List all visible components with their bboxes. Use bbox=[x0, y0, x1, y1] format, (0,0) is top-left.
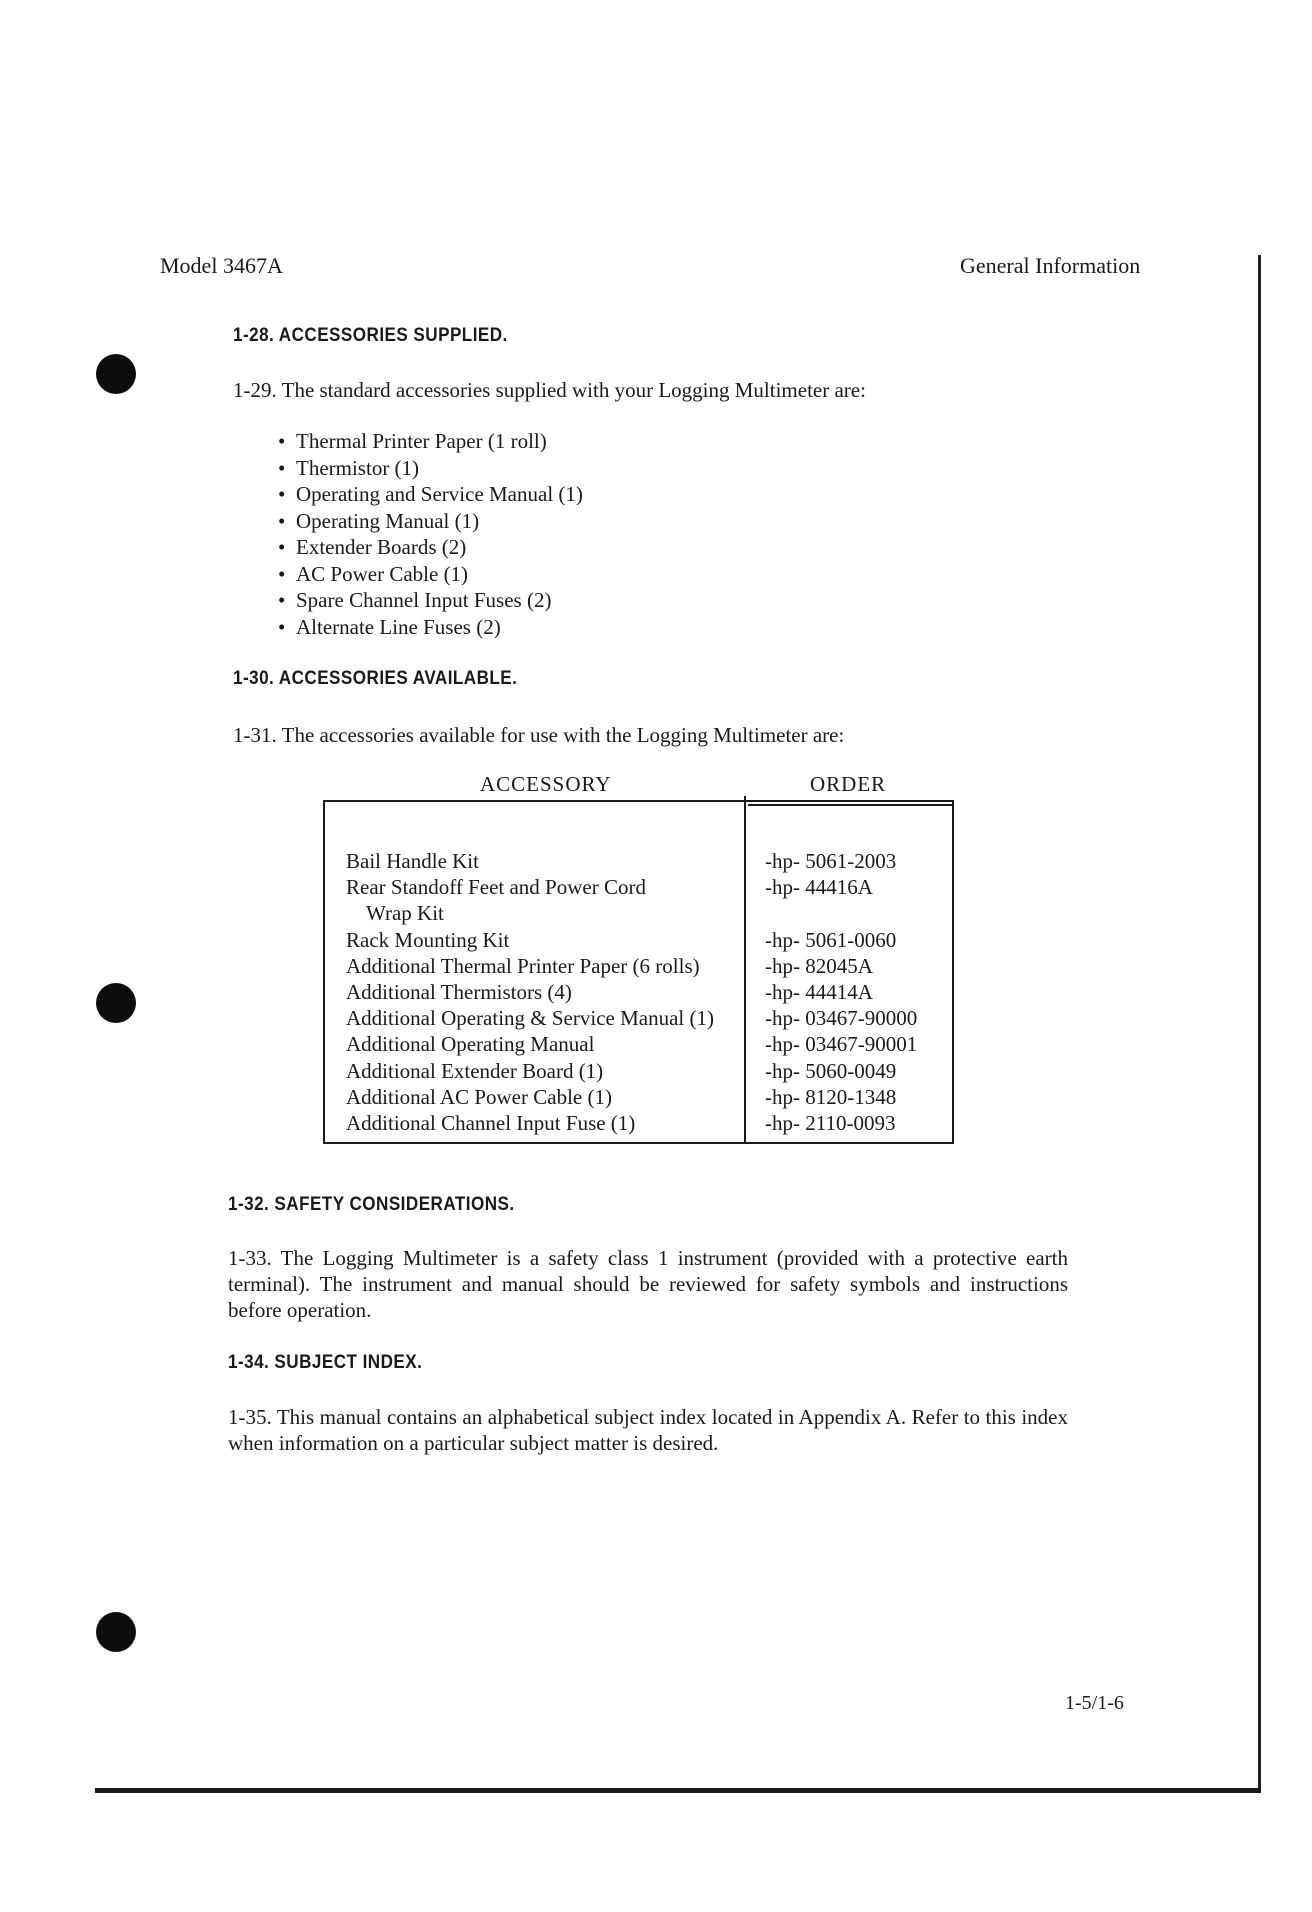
table-cell-accessory: Bail Handle Kit bbox=[346, 849, 479, 873]
table-cell-order: -hp- 44414A bbox=[765, 980, 873, 1005]
page-right-edge bbox=[1258, 255, 1261, 1793]
table-cell-order: -hp- 8120-1348 bbox=[765, 1084, 897, 1109]
supplied-accessories-list bbox=[278, 428, 583, 640]
table-column-divider bbox=[744, 796, 746, 1142]
punch-hole-bottom bbox=[96, 1612, 136, 1652]
table-cell-order bbox=[765, 900, 945, 926]
section-heading-1-28: 1-28. ACCESSORIES SUPPLIED. bbox=[233, 325, 508, 346]
column-header-order: ORDER bbox=[810, 772, 887, 796]
list-item: • Operating and Service Manual (1) bbox=[278, 481, 583, 508]
table-cell-accessory: Additional Channel Input Fuse (1) bbox=[346, 1111, 636, 1136]
list-item: • AC Power Cable (1) bbox=[278, 561, 583, 588]
order-column bbox=[765, 848, 945, 1136]
header-section: General Information bbox=[960, 253, 1141, 278]
accessory-column bbox=[346, 848, 738, 1136]
table-cell-accessory: Additional Thermistors (4) bbox=[346, 980, 572, 1005]
list-item: • Spare Channel Input Fuses (2) bbox=[278, 587, 583, 614]
table-cell-accessory: Rack Mounting Kit bbox=[346, 927, 510, 952]
table-cell-order: -hp- 5061-0060 bbox=[765, 927, 897, 952]
punch-hole-middle bbox=[96, 983, 136, 1023]
page-number: 1-5/1-6 bbox=[1065, 1692, 1124, 1714]
list-item: • Extender Boards (2) bbox=[278, 534, 583, 561]
order-header-rule bbox=[748, 804, 952, 806]
table-cell-order: -hp- 03467-90000 bbox=[765, 1006, 918, 1031]
header-model: Model 3467A bbox=[160, 253, 283, 278]
table-cell-accessory: Wrap Kit bbox=[366, 901, 444, 926]
table-cell-accessory: Additional AC Power Cable (1) bbox=[346, 1084, 612, 1109]
section-heading-1-30: 1-30. ACCESSORIES AVAILABLE. bbox=[233, 668, 518, 689]
table-cell-order: -hp- 44416A bbox=[765, 875, 873, 900]
table-cell-order: -hp- 03467-90001 bbox=[765, 1032, 918, 1057]
table-cell-accessory: Additional Extender Board (1) bbox=[346, 1058, 604, 1083]
paragraph-1-29: 1-29. The standard accessories supplied with your Logging Multimeter are: bbox=[233, 378, 866, 402]
list-item: • Thermal Printer Paper (1 roll) bbox=[278, 428, 583, 455]
page-bottom-edge bbox=[95, 1788, 1261, 1793]
list-item: • Operating Manual (1) bbox=[278, 508, 583, 535]
section-heading-1-34: 1-34. SUBJECT INDEX. bbox=[228, 1352, 423, 1373]
table-cell-order: -hp- 2110-0093 bbox=[765, 1111, 896, 1136]
column-header-accessory: ACCESSORY bbox=[480, 772, 612, 796]
list-item: • Alternate Line Fuses (2) bbox=[278, 614, 583, 641]
section-heading-1-32: 1-32. SAFETY CONSIDERATIONS. bbox=[228, 1194, 515, 1215]
table-cell-order: -hp- 5060-0049 bbox=[765, 1058, 897, 1083]
table-cell-accessory: Rear Standoff Feet and Power Cord bbox=[346, 875, 646, 900]
table-cell-order: -hp- 5061-2003 bbox=[765, 849, 897, 873]
paragraph-1-35: 1-35. This manual contains an alphabetical subject index located in Appendix A. Refer to this index when information on a particular subject matter is desired. bbox=[228, 1405, 1068, 1455]
table-cell-accessory: Additional Operating Manual bbox=[346, 1032, 595, 1057]
table-cell-accessory: Additional Operating & Service Manual (1) bbox=[346, 1006, 714, 1031]
table-cell-accessory: Additional Thermal Printer Paper (6 rolls) bbox=[346, 953, 700, 978]
punch-hole-top bbox=[96, 354, 136, 394]
table-cell-order: -hp- 82045A bbox=[765, 953, 873, 978]
list-item: • Thermistor (1) bbox=[278, 455, 583, 482]
paragraph-1-33: 1-33. The Logging Multimeter is a safety class 1 instrument (provided with a protective earth terminal). The instrument and manual should be reviewed for safety symbols and instructions before operation. bbox=[228, 1246, 1068, 1322]
paragraph-1-31: 1-31. The accessories available for use with the Logging Multimeter are: bbox=[233, 723, 845, 747]
